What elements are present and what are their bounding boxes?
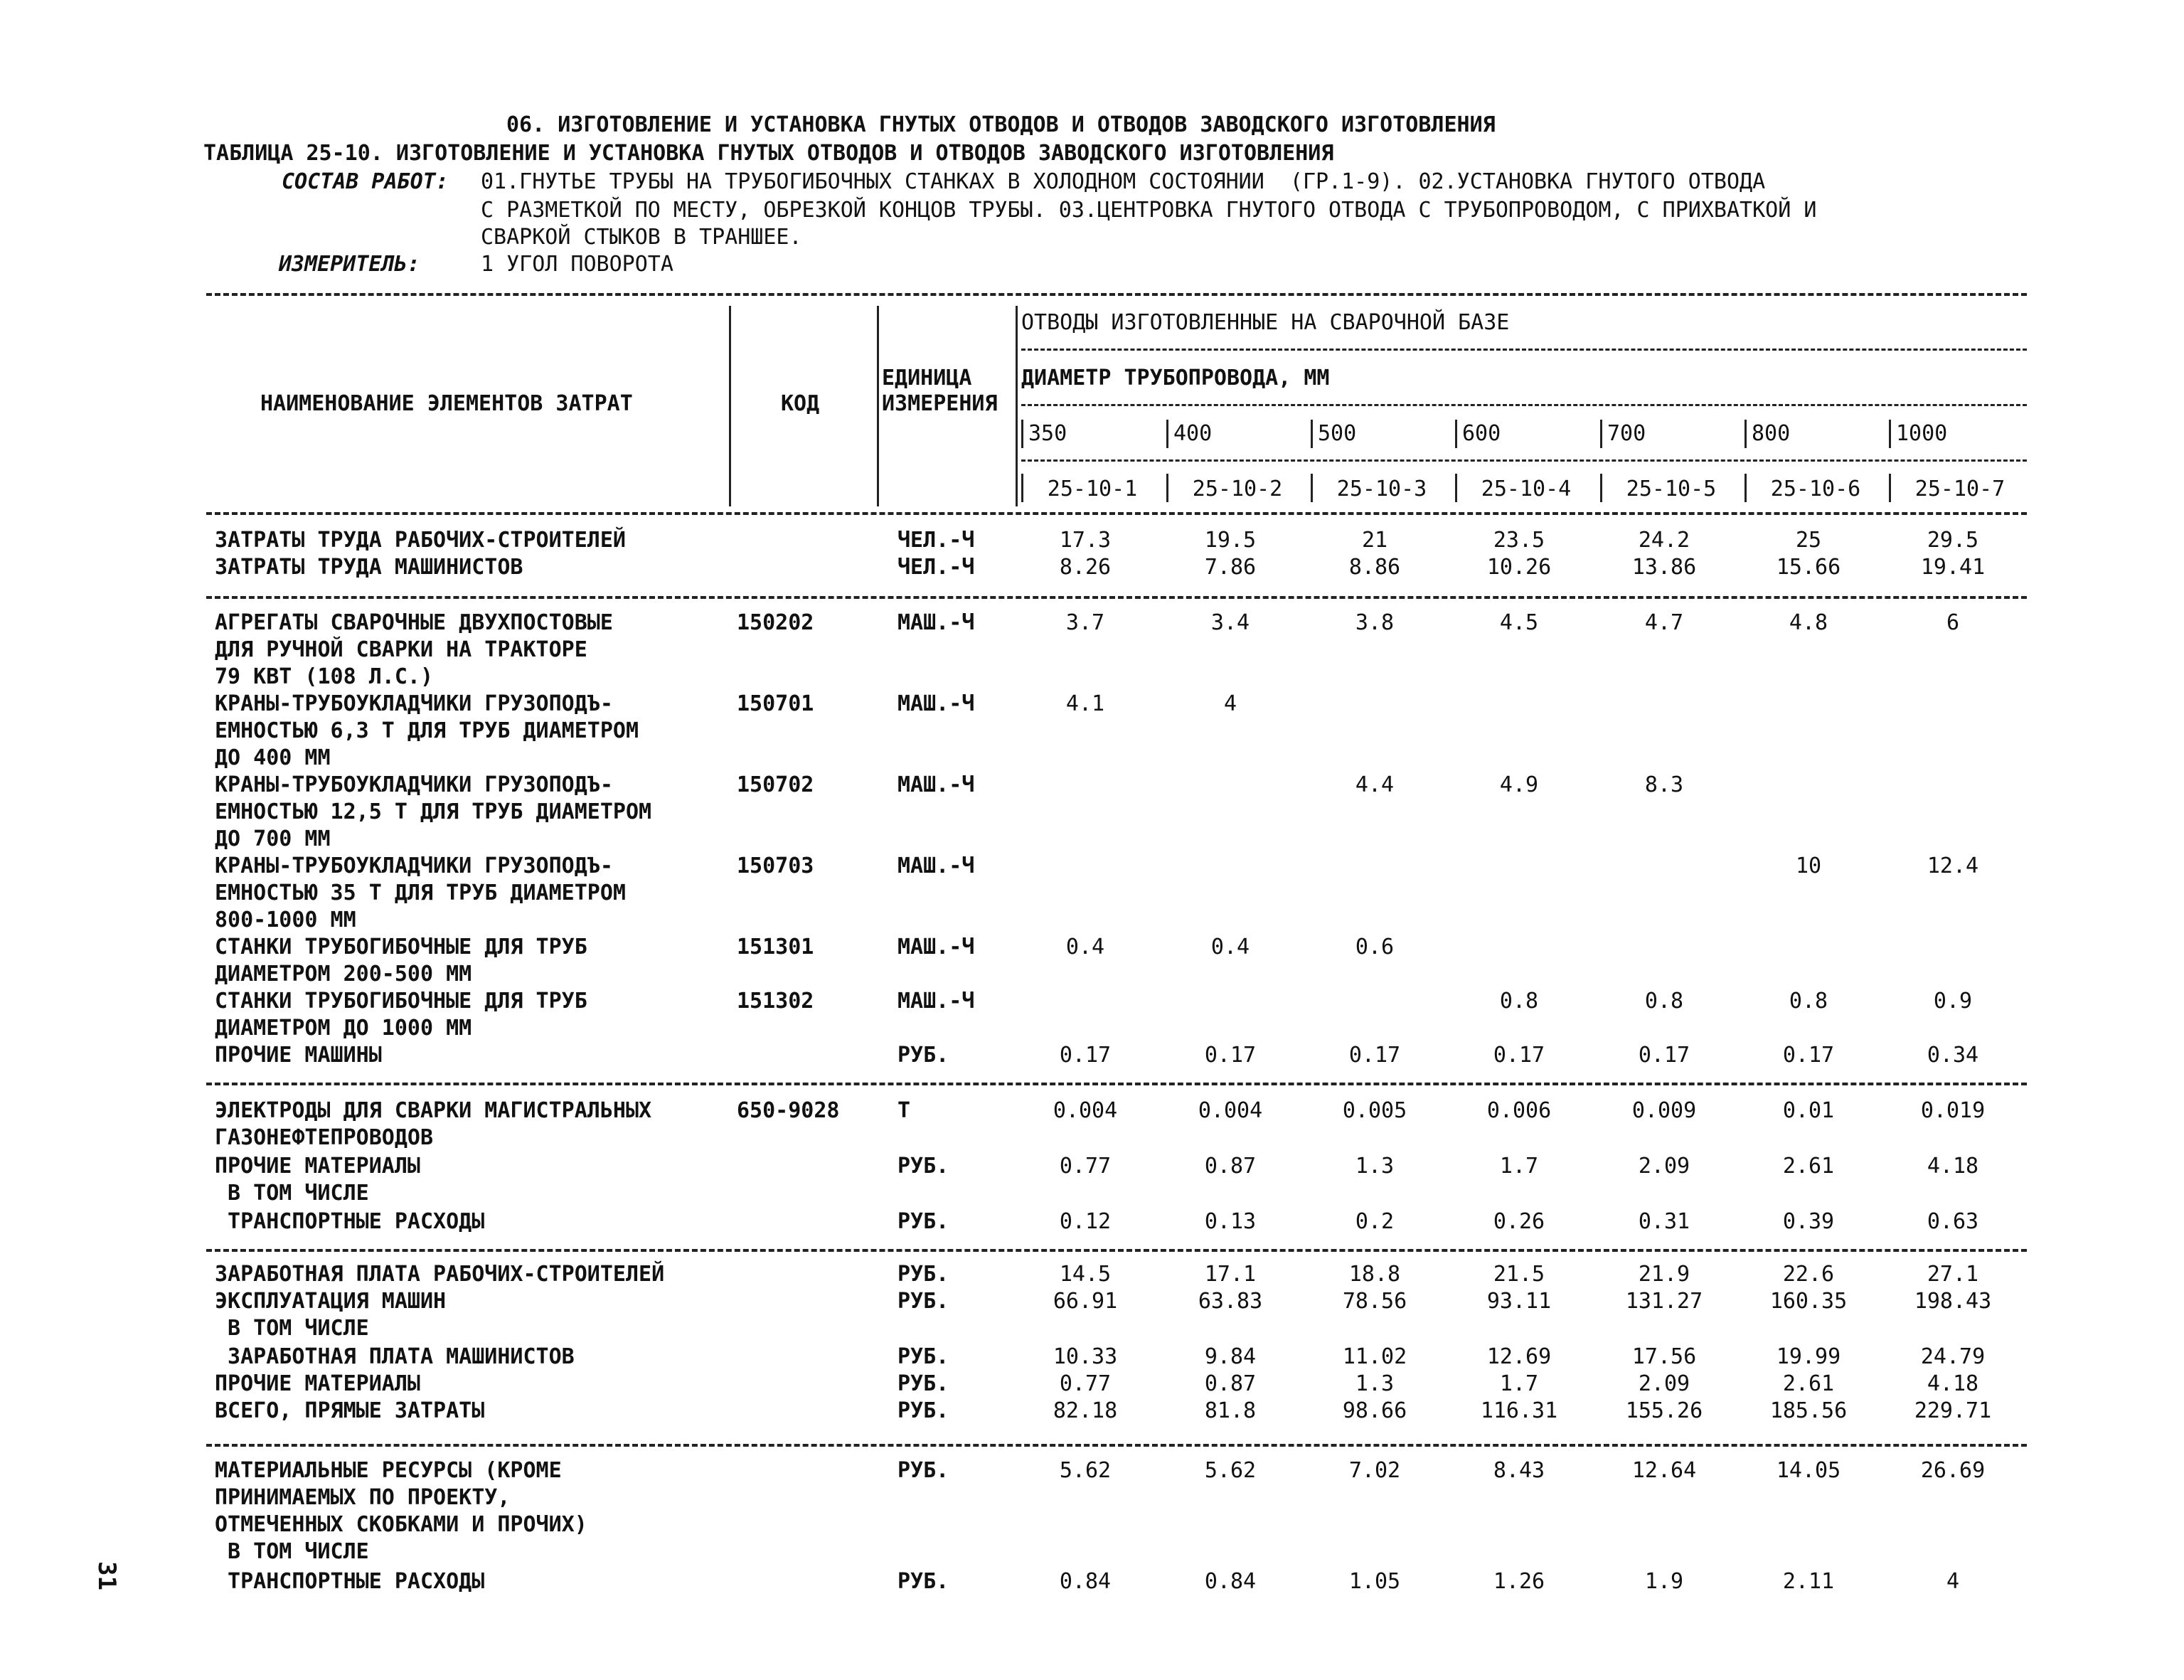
cell-value: 4.4 [1355,772,1395,797]
row-name: ЗАТРАТЫ ТРУДА МАШИНИСТОВ [215,555,523,580]
row-unit: МАШ.-Ч [897,691,975,716]
row-name: ДО 400 ММ [215,745,331,770]
diameter-bar [1455,420,1457,448]
col-header-unit-1: ЕДИНИЦА [882,366,972,390]
cell-value: 26.69 [1920,1458,1986,1483]
page-number: 31 [92,1561,121,1590]
row-code: 150202 [737,610,814,635]
cell-value: 0.9 [1933,989,1973,1014]
cell-value: 5.62 [1059,1458,1112,1483]
row-name: ПРОЧИЕ МАТЕРИАЛЫ [215,1371,420,1396]
row-code: 151301 [737,935,814,959]
row-name: КРАНЫ-ТРУБОУКЛАДЧИКИ ГРУЗОПОДЪ- [215,691,613,716]
cell-value: 2.09 [1638,1371,1690,1396]
cell-value: 116.31 [1480,1398,1558,1423]
cell-value: 29.5 [1927,528,1979,553]
row-name: ПРИНИМАЕМЫХ ПО ПРОЕКТУ, [215,1485,511,1510]
diameter-bar [1600,420,1602,448]
cell-value: 4.7 [1644,610,1684,635]
cell-value: 10.33 [1053,1344,1118,1369]
code-bar [1311,474,1313,502]
cell-value: 24.2 [1638,528,1690,553]
cell-value: 22.6 [1782,1262,1835,1287]
cell-value: 6 [1946,610,1960,635]
cell-value: 0.17 [1204,1043,1257,1068]
row-name: СТАНКИ ТРУБОГИБОЧНЫЕ ДЛЯ ТРУБ [215,989,587,1014]
cell-value: 4.1 [1065,691,1105,716]
cell-value: 10.26 [1486,555,1552,580]
cell-value: 0.17 [1059,1043,1112,1068]
cell-value: 8.43 [1493,1458,1545,1483]
cell-value: 78.56 [1342,1289,1407,1314]
sostav-label: СОСТАВ РАБОТ: [282,169,449,194]
izmeritel-value: 1 УГОЛ ПОВОРОТА [481,252,673,277]
cell-value: 7.86 [1204,555,1257,580]
row-unit: РУБ. [897,1043,949,1068]
rule-section-3 [206,1249,2027,1252]
cell-value: 14.5 [1059,1262,1112,1287]
rule-section-4 [206,1444,2027,1447]
cell-value: 1.3 [1355,1371,1395,1396]
cell-value: 23.5 [1493,528,1545,553]
cell-value: 82.18 [1053,1398,1118,1423]
cell-value: 3.4 [1210,610,1250,635]
cell-value: 0.8 [1499,989,1539,1014]
cell-value: 0.17 [1348,1043,1401,1068]
cell-value: 0.77 [1059,1154,1112,1179]
row-name: ЭКСПЛУАТАЦИЯ МАШИН [215,1289,447,1314]
cell-value: 12.64 [1631,1458,1697,1483]
cell-value: 17.56 [1631,1344,1697,1369]
cell-value: 8.86 [1348,555,1401,580]
cell-value: 13.86 [1631,555,1697,580]
table-title: ТАБЛИЦА 25-10. ИЗГОТОВЛЕНИЕ И УСТАНОВКА ГНУТЫХ ОТВОДОВ И ОТВОДОВ ЗАВОДСКОГО ИЗГОТОВЛЕНИЯ [203,141,1334,166]
diameter-label: 500 [1318,421,1357,446]
cell-value: 0.005 [1342,1098,1407,1123]
cell-value: 4.8 [1789,610,1828,635]
cell-value: 21.5 [1493,1262,1545,1287]
cell-value: 21 [1361,528,1388,553]
row-unit: РУБ. [897,1154,949,1179]
row-name: ПРОЧИЕ МАШИНЫ [215,1043,382,1068]
row-name: ЕМНОСТЬЮ 6,3 Т ДЛЯ ТРУБ ДИАМЕТРОМ [215,718,639,743]
cell-value: 93.11 [1486,1289,1552,1314]
cell-value: 1.3 [1355,1154,1395,1179]
cell-value: 2.61 [1782,1154,1835,1179]
cell-value: 1.26 [1493,1569,1545,1594]
row-name: ОТМЕЧЕННЫХ СКОБКАМИ И ПРОЧИХ) [215,1512,587,1537]
code-bar [1600,474,1602,502]
cell-value: 198.43 [1914,1289,1992,1314]
cell-value: 0.6 [1355,935,1395,959]
cell-value: 229.71 [1914,1398,1992,1423]
row-name: ДЛЯ РУЧНОЙ СВАРКИ НА ТРАКТОРЕ [215,637,587,662]
row-unit: МАШ.-Ч [897,989,975,1014]
diameter-bar [1889,420,1891,448]
code-bar [1744,474,1747,502]
cell-value: 2.11 [1782,1569,1835,1594]
diameter-label: 700 [1607,421,1646,446]
row-unit: РУБ. [897,1398,949,1423]
col-header-name: НАИМЕНОВАНИЕ ЭЛЕМЕНТОВ ЗАТРАТ [260,391,633,416]
cell-value: 1.05 [1348,1569,1401,1594]
row-name: КРАНЫ-ТРУБОУКЛАДЧИКИ ГРУЗОПОДЪ- [215,772,613,797]
row-name: ЕМНОСТЬЮ 12,5 Т ДЛЯ ТРУБ ДИАМЕТРОМ [215,799,652,824]
rule-header-bottom [206,512,2027,515]
row-name: АГРЕГАТЫ СВАРОЧНЫЕ ДВУХПОСТОВЫЕ [215,610,613,635]
row-name: МАТЕРИАЛЬНЫЕ РЕСУРСЫ (КРОМЕ [215,1458,562,1483]
diameter-label: 800 [1752,421,1791,446]
rule-section-1 [206,596,2027,599]
cell-value: 0.63 [1927,1209,1979,1234]
row-code: 150703 [737,854,814,878]
cell-value: 1.7 [1499,1154,1539,1179]
cell-value: 4 [1223,691,1237,716]
row-unit: МАШ.-Ч [897,772,975,797]
row-unit: ЧЕЛ.-Ч [897,555,975,580]
row-unit: МАШ.-Ч [897,935,975,959]
cell-value: 0.004 [1053,1098,1118,1123]
cell-value: 0.01 [1782,1098,1835,1123]
cell-value: 0.8 [1644,989,1684,1014]
rule-section-2 [206,1083,2027,1085]
row-name: В ТОМ ЧИСЛЕ [215,1181,369,1206]
col-header-unit-2: ИЗМЕРЕНИЯ [882,391,998,416]
row-unit: РУБ. [897,1569,949,1594]
diameter-label: 1000 [1896,421,1948,446]
cell-value: 15.66 [1776,555,1841,580]
row-name: КРАНЫ-ТРУБОУКЛАДЧИКИ ГРУЗОПОДЪ- [215,854,613,878]
cell-value: 160.35 [1769,1289,1848,1314]
cell-value: 63.83 [1198,1289,1263,1314]
row-unit: РУБ. [897,1289,949,1314]
cell-value: 0.2 [1355,1209,1395,1234]
rule-diameter [1021,404,2027,406]
cell-value: 9.84 [1204,1344,1257,1369]
cell-value: 185.56 [1769,1398,1848,1423]
row-name: ЗАРАБОТНАЯ ПЛАТА РАБОЧИХ-СТРОИТЕЛЕЙ [215,1262,665,1287]
cell-value: 27.1 [1927,1262,1979,1287]
row-name: ЗАРАБОТНАЯ ПЛАТА МАШИНИСТОВ [215,1344,575,1369]
cell-value: 4 [1946,1569,1960,1594]
row-name: 79 КВТ (108 Л.С.) [215,664,434,689]
row-code: 150701 [737,691,814,716]
row-unit: МАШ.-Ч [897,610,975,635]
cell-value: 4.9 [1499,772,1539,797]
izmeritel-label: ИЗМЕРИТЕЛЬ: [279,252,420,277]
cell-value: 0.87 [1204,1154,1257,1179]
cell-value: 0.84 [1059,1569,1112,1594]
rule-top [206,293,2027,296]
code-bar [1021,474,1023,502]
column-code: 25-10-7 [1914,477,2005,501]
cell-value: 19.41 [1920,555,1986,580]
diameter-bar [1311,420,1313,448]
row-code: 151302 [737,989,814,1014]
cell-value: 81.8 [1204,1398,1257,1423]
row-unit: РУБ. [897,1371,949,1396]
row-name: В ТОМ ЧИСЛЕ [215,1316,369,1341]
rule-group [1021,349,2027,351]
row-name: В ТОМ ЧИСЛЕ [215,1539,369,1564]
diameter-bar [1744,420,1747,448]
group-header: ОТВОДЫ ИЗГОТОВЛЕННЫЕ НА СВАРОЧНОЙ БАЗЕ [1021,310,1510,335]
row-name: ДИАМЕТРОМ ДО 1000 ММ [215,1016,472,1041]
cell-value: 0.006 [1486,1098,1552,1123]
row-unit: ЧЕЛ.-Ч [897,528,975,553]
cell-value: 0.4 [1210,935,1250,959]
row-name: ЭЛЕКТРОДЫ ДЛЯ СВАРКИ МАГИСТРАЛЬНЫХ [215,1098,652,1123]
column-code: 25-10-5 [1626,477,1717,501]
cell-value: 1.9 [1644,1569,1684,1594]
cell-value: 17.3 [1059,528,1112,553]
rule-diameters [1021,459,2027,462]
row-name: ВСЕГО, ПРЯМЫЕ ЗАТРАТЫ [215,1398,485,1423]
cell-value: 8.3 [1644,772,1684,797]
cell-value: 10 [1795,854,1822,878]
cell-value: 0.019 [1920,1098,1986,1123]
cell-value: 12.4 [1927,854,1979,878]
cell-value: 4.18 [1927,1371,1979,1396]
cell-value: 19.5 [1204,528,1257,553]
row-unit: РУБ. [897,1209,949,1234]
row-unit: РУБ. [897,1458,949,1483]
cell-value: 18.8 [1348,1262,1401,1287]
cell-value: 0.009 [1631,1098,1697,1123]
cell-value: 0.13 [1204,1209,1257,1234]
cell-value: 155.26 [1625,1398,1703,1423]
cell-value: 0.12 [1059,1209,1112,1234]
row-unit: РУБ. [897,1344,949,1369]
cell-value: 66.91 [1053,1289,1118,1314]
sostav-line-2: С РАЗМЕТКОЙ ПО МЕСТУ, ОБРЕЗКОЙ КОНЦОВ ТРУБЫ. 03.ЦЕНТРОВКА ГНУТОГО ОТВОДА С ТРУБОПРОВОДОМ, С ПРИХВАТКОЙ И [481,198,1817,223]
cell-value: 25 [1795,528,1822,553]
cell-value: 4.18 [1927,1154,1979,1179]
cell-value: 17.1 [1204,1262,1257,1287]
divider-name-code [729,306,731,506]
row-unit: РУБ. [897,1262,949,1287]
column-code: 25-10-4 [1481,477,1572,501]
cell-value: 14.05 [1776,1458,1841,1483]
cell-value: 3.7 [1065,610,1105,635]
cell-value: 1.7 [1499,1371,1539,1396]
code-bar [1166,474,1168,502]
row-name: ЕМНОСТЬЮ 35 Т ДЛЯ ТРУБ ДИАМЕТРОМ [215,881,626,905]
diameter-label: 350 [1028,421,1067,446]
cell-value: 0.39 [1782,1209,1835,1234]
cell-value: 24.79 [1920,1344,1986,1369]
cell-value: 2.09 [1638,1154,1690,1179]
column-code: 25-10-1 [1047,477,1138,501]
divider-unit-values [1016,306,1018,506]
diameter-label: 600 [1462,421,1501,446]
col-header-code: КОД [781,391,820,416]
cell-value: 11.02 [1342,1344,1407,1369]
cell-value: 7.02 [1348,1458,1401,1483]
cell-value: 0.26 [1493,1209,1545,1234]
row-name: ТРАНСПОРТНЫЕ РАСХОДЫ [215,1569,485,1594]
cell-value: 0.84 [1204,1569,1257,1594]
cell-value: 21.9 [1638,1262,1690,1287]
cell-value: 0.34 [1927,1043,1979,1068]
divider-code-unit [877,306,879,506]
cell-value: 0.87 [1204,1371,1257,1396]
section-title: 06. ИЗГОТОВЛЕНИЕ И УСТАНОВКА ГНУТЫХ ОТВОДОВ И ОТВОДОВ ЗАВОДСКОГО ИЗГОТОВЛЕНИЯ [506,112,1496,137]
column-code: 25-10-6 [1770,477,1861,501]
cell-value: 131.27 [1625,1289,1703,1314]
diameter-bar [1021,420,1023,448]
cell-value: 0.31 [1638,1209,1690,1234]
row-name: ТРАНСПОРТНЫЕ РАСХОДЫ [215,1209,485,1234]
cell-value: 3.8 [1355,610,1395,635]
diameter-header: ДИАМЕТР ТРУБОПРОВОДА, ММ [1021,366,1330,390]
column-code: 25-10-3 [1336,477,1427,501]
code-bar [1455,474,1457,502]
diameter-bar [1166,420,1168,448]
cell-value: 5.62 [1204,1458,1257,1483]
row-name: СТАНКИ ТРУБОГИБОЧНЫЕ ДЛЯ ТРУБ [215,935,587,959]
row-name: ЗАТРАТЫ ТРУДА РАБОЧИХ-СТРОИТЕЛЕЙ [215,528,626,553]
row-name: ГАЗОНЕФТЕПРОВОДОВ [215,1125,434,1150]
sostav-line-3: СВАРКОЙ СТЫКОВ В ТРАНШЕЕ. [481,225,802,250]
cell-value: 0.77 [1059,1371,1112,1396]
row-code: 150702 [737,772,814,797]
cell-value: 0.17 [1782,1043,1835,1068]
cell-value: 0.17 [1493,1043,1545,1068]
diameter-label: 400 [1173,421,1213,446]
row-unit: МАШ.-Ч [897,854,975,878]
cell-value: 12.69 [1486,1344,1552,1369]
row-code: 650-9028 [737,1098,840,1123]
cell-value: 2.61 [1782,1371,1835,1396]
row-name: ДИАМЕТРОМ 200-500 ММ [215,962,472,987]
sostav-line-1: 01.ГНУТЬЕ ТРУБЫ НА ТРУБОГИБОЧНЫХ СТАНКАХ В ХОЛОДНОМ СОСТОЯНИИ (ГР.1-9). 02.УСТАНОВКА ГНУТОГО ОТВОДА [481,169,1766,194]
row-unit: Т [897,1098,911,1123]
row-name: ДО 700 ММ [215,826,331,851]
code-bar [1889,474,1891,502]
cell-value: 0.4 [1065,935,1105,959]
cell-value: 0.8 [1789,989,1828,1014]
cell-value: 19.99 [1776,1344,1841,1369]
cell-value: 8.26 [1059,555,1112,580]
row-name: ПРОЧИЕ МАТЕРИАЛЫ [215,1154,420,1179]
cell-value: 4.5 [1499,610,1539,635]
cell-value: 0.17 [1638,1043,1690,1068]
column-code: 25-10-2 [1192,477,1283,501]
cell-value: 98.66 [1342,1398,1407,1423]
row-name: 800-1000 ММ [215,908,356,932]
cell-value: 0.004 [1198,1098,1263,1123]
